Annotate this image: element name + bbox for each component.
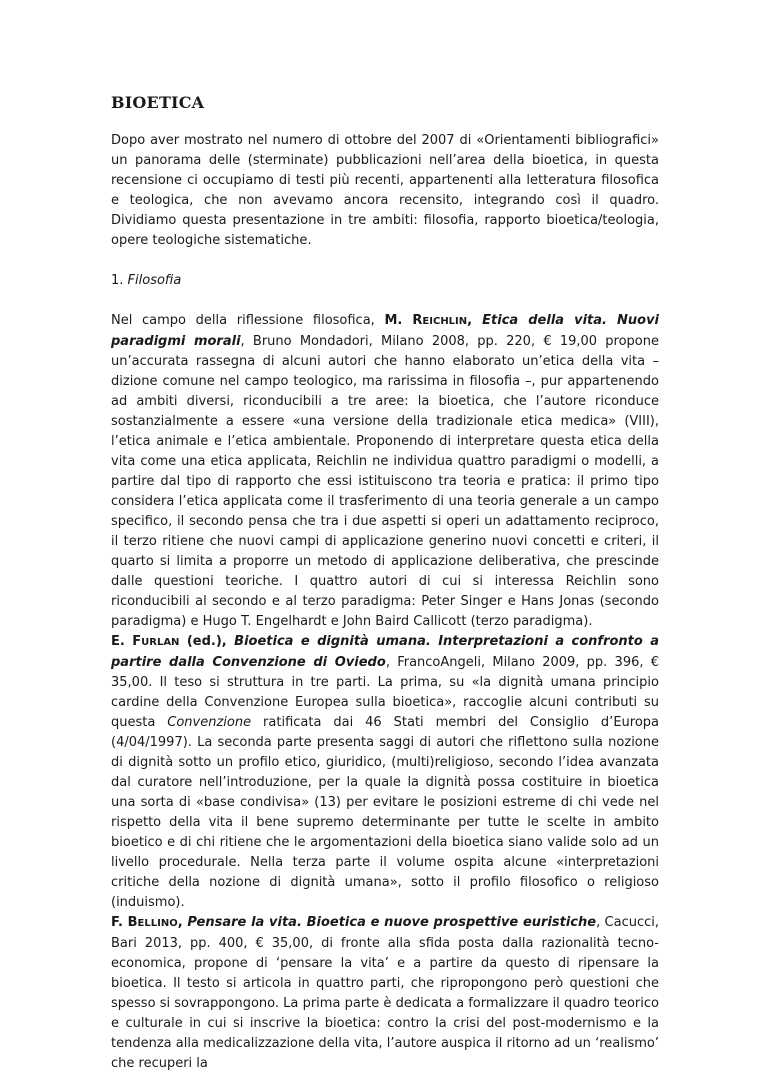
page-title: BIOETICA bbox=[111, 93, 205, 112]
book-title: Etica della vita. Nuovi paradigmi morali bbox=[111, 313, 660, 349]
intro-paragraph: Dopo aver mostrato nel numero di ottobre del 2007 di «Orientamenti bibliografici» un panorama delle (sterminate) pubblicazioni nell’area della bioetica, in questa recensione ci occupiamo di testi più recenti, appartenenti alla letteratura filosofica e teologica, che non avevamo ancora recensito, integrando così il quadro. Dividiamo questa presentazione in tre ambiti: filosofia, rapporto bioetica/teologia, opere teologiche sistematiche. bbox=[111, 133, 659, 248]
entry-text: , Cacucci, Bari 2013, pp. 400, € 35,00, di fronte alla sfida posta dalla razionalità tecno-economica, propone di ‘pensare la vita’ e a partire da questo di ripensare la bioetica. Il testo si articola in quattro parti, che ripropongono però questioni che spesso si sovrappongono. La prima parte è dedicata a formalizzare il quadro teorico e culturale in cui si inscrive la bioetica: contro la crisi del post-modernismo e la tendenza alla medicalizzazione della vita, l’autore auspica il ritorno ad un ‘realismo’ che recuperi la bbox=[111, 915, 660, 1071]
document-page bbox=[111, 93, 659, 1074]
author-name: E. FURLAN (ed.), bbox=[111, 634, 235, 649]
book-title: Bioetica e dignità umana. Interpretazioni a confronto a partire dalla Convenzione di Oviedo bbox=[111, 634, 659, 670]
author-name: F. BELLINO, bbox=[111, 915, 188, 930]
entry-text-italic: Convenzione bbox=[167, 715, 252, 730]
entry-lead: Nel campo della riflessione filosofica, bbox=[111, 313, 385, 328]
entry-text: ratificata dai 46 Stati membri del Consiglio d’Europa (4/04/1997). La seconda parte presenta saggi di autori che riflettono sulla nozione di dignità sotto un profilo etico, giuridico, (multi)religioso, secondo l’idea avanzata dal curatore nell’introduzione, per la quale la dignità possa costituire in bioetica una sorta di «base condivisa» (13) per evitare le posizioni estreme di chi vede nel rispetto della vita il bene supremo determinante per tutte le scelte in ambito bioetico e di chi ritiene che le argomentazioni della bioetica siano valide solo ad un livello procedurale. Nella terza parte il volume ospita alcune «interpretazioni critiche della nozione di dignità umana», sotto il profilo filosofico o religioso (induismo). bbox=[111, 715, 659, 910]
author-name: M. REICHLIN, bbox=[384, 313, 483, 328]
entry-text: , FrancoAngeli, Milano 2009, pp. 396, € 35,00. Il teso si struttura in tre parti. La prima, su «la dignità umana principio cardine della Convenzione Europea sulla bioetica», raccoglie alcuni contributi su questa bbox=[111, 655, 660, 730]
section-number: 1. bbox=[111, 273, 128, 288]
section-heading bbox=[111, 271, 659, 291]
review-entry-reichlin bbox=[111, 311, 659, 632]
book-title: Pensare la vita. Bioetica e nuove prospettive euristiche bbox=[187, 915, 597, 930]
entry-text: , Bruno Mondadori, Milano 2008, pp. 220, € 19,00 propone un’accurata rassegna di alcuni autori che hanno elaborato un’etica della vita – dizione comune nel campo teologico, ma rarissima in filosofia –, pur appartenendo ad ambiti diversi, riconducibili a tre aree: la bioetica, che l’autore riconduce sostanzialmente a essere «una versione della tradizionale etica medica» (VIII), l’etica animale e l’etica ambientale. Proponendo di interpretare questa etica della vita come una etica applicata, Reichlin ne individua quattro paradigmi o modelli, a partire dal tipo di rapporto che essi istituiscono tra teoria e pratica: il primo tipo considera l’etica applicata come il trasferimento di una teoria generale a un campo specifico, il secondo pensa che tra i due aspetti si operi un adattamento reciproco, il terzo ritiene che nuovi campi di applicazione generino nuovi concetti e criteri, il quarto si limita a proporre un metodo di applicazione deliberativa, che prescinde dalle questioni teoriche. I quattro autori di cui si interessa Reichlin sono riconducibili al secondo e al terzo paradigma: Peter Singer e Hans Jonas (secondo paradigma) e Hugo T. Engelhardt e John Baird Callicott (terzo paradigma). bbox=[111, 334, 659, 629]
review-entry-furlan bbox=[111, 632, 659, 913]
section-label: Filosofia bbox=[127, 273, 182, 288]
